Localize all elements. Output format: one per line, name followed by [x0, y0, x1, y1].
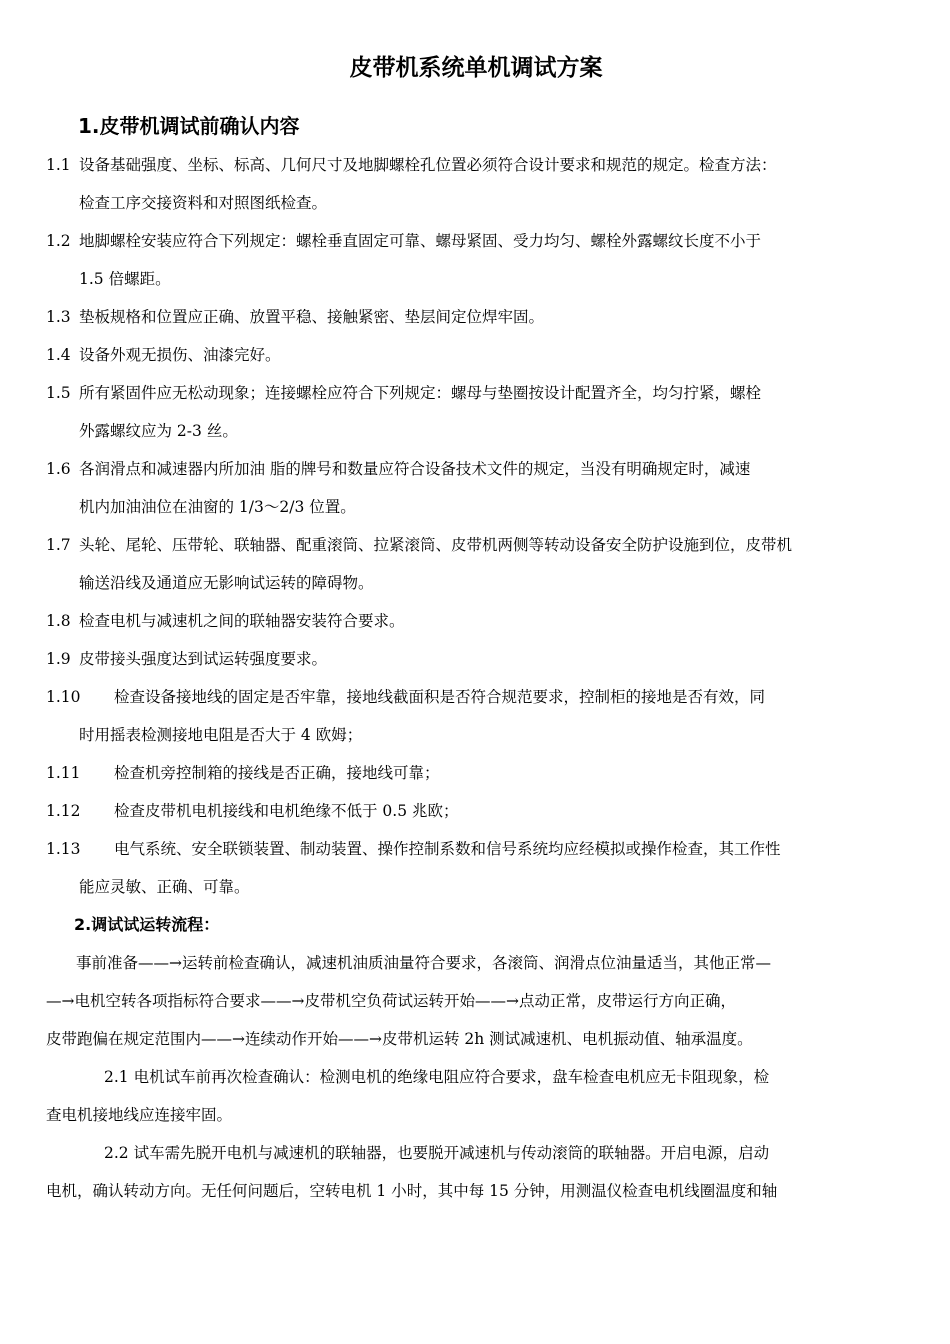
item-number: 1.12 — [46, 802, 81, 820]
item-number: 1.4 — [46, 346, 71, 364]
list-item — [46, 222, 906, 298]
item-number: 1.3 — [46, 308, 71, 326]
item-text: 地脚螺栓安装应符合下列规定：螺栓垂直固定可靠、螺母紧固、受力均匀、螺栓外露螺纹长度不小于 — [79, 232, 762, 250]
item-number: 1.9 — [46, 650, 71, 668]
flow-line: 事前准备——→运转前检查确认，减速机油质油量符合要求，各滚筒、润滑点位油量适当，其他正常— — [76, 954, 771, 972]
item-number: 1.1 — [46, 156, 71, 174]
item-text: 设备基础强度、坐标、标高、几何尺寸及地脚螺栓孔位置必须符合设计要求和规范的规定。检查方法： — [79, 156, 777, 174]
item-text-cont: 外露螺纹应为 2-3 丝。 — [79, 422, 238, 440]
list-item — [46, 754, 906, 792]
list-item — [46, 678, 906, 754]
item-number: 1.2 — [46, 232, 71, 250]
list-item — [46, 830, 906, 906]
section1-heading: 1.皮带机调试前确认内容 — [78, 114, 300, 138]
paragraph-2-1 — [46, 1058, 906, 1134]
paragraph-line: 2.2 试车需先脱开电机与减速机的联轴器，也要脱开减速机与传动滚筒的联轴器。开启电源，启动 — [104, 1144, 770, 1162]
item-text-cont: 能应灵敏、正确、可靠。 — [79, 878, 250, 896]
item-number: 1.7 — [46, 536, 71, 554]
paragraph-line: 查电机接地线应连接牢固。 — [46, 1106, 233, 1124]
item-number: 1.13 — [46, 840, 81, 858]
item-text: 头轮、尾轮、压带轮、联轴器、配重滚筒、拉紧滚筒、皮带机两侧等转动设备安全防护设施到位，皮带机 — [79, 536, 793, 554]
item-text-cont: 1.5 倍螺距。 — [79, 270, 171, 288]
list-item — [46, 336, 906, 374]
flow-line: 皮带跑偏在规定范围内——→连续动作开始——→皮带机运转 2h 测试减速机、电机振动值、轴承温度。 — [46, 1030, 753, 1048]
item-text: 检查设备接地线的固定是否牢靠，接地线截面积是否符合规范要求，控制柜的接地是否有效，同 — [114, 688, 766, 706]
item-text: 检查机旁控制箱的接线是否正确，接地线可靠； — [114, 764, 440, 782]
item-text: 检查电机与减速机之间的联轴器安装符合要求。 — [79, 612, 405, 630]
item-text: 电气系统、安全联锁装置、制动装置、操作控制系数和信号系统均应经模拟或操作检查，其工作性 — [114, 840, 781, 858]
list-item — [46, 450, 906, 526]
list-item — [46, 374, 906, 450]
item-text: 所有紧固件应无松动现象；连接螺栓应符合下列规定：螺母与垫圈按设计配置齐全，均匀拧紧，螺栓 — [79, 384, 762, 402]
list-item — [46, 602, 906, 640]
item-text: 检查皮带机电机接线和电机绝缘不低于 0.5 兆欧； — [114, 802, 459, 820]
list-item — [46, 526, 906, 602]
item-text: 皮带接头强度达到试运转强度要求。 — [79, 650, 328, 668]
item-text-cont: 输送沿线及通道应无影响试运转的障碍物。 — [79, 574, 374, 592]
list-item — [46, 146, 906, 222]
list-item — [46, 298, 906, 336]
item-text: 各润滑点和减速器内所加油 脂的牌号和数量应符合设备技术文件的规定，当没有明确规定时，减速 — [79, 460, 751, 478]
flow-line: —→电机空转各项指标符合要求——→皮带机空负荷试运转开始——→点动正常，皮带运行方向正确， — [46, 992, 736, 1010]
item-text-cont: 机内加油油位在油窗的 1/3～2/3 位置。 — [79, 498, 356, 516]
flow-paragraph — [46, 944, 906, 1058]
list-item — [46, 640, 906, 678]
paragraph-line: 电机，确认转动方向。无任何问题后，空转电机 1 小时，其中每 15 分钟，用测温仪检查电机线圈温度和轴 — [46, 1182, 778, 1200]
item-number: 1.11 — [46, 764, 81, 782]
item-number: 1.8 — [46, 612, 71, 630]
paragraph-line: 2.1 电机试车前再次检查确认：检测电机的绝缘电阻应符合要求，盘车检查电机应无卡阻现象，检 — [104, 1068, 770, 1086]
list-item — [46, 792, 906, 830]
section1-items — [46, 146, 906, 906]
item-text: 垫板规格和位置应正确、放置平稳、接触紧密、垫层间定位焊牢固。 — [79, 308, 545, 326]
item-number: 1.10 — [46, 688, 81, 706]
paragraph-2-2 — [46, 1134, 906, 1210]
item-text-cont: 检查工序交接资料和对照图纸检查。 — [79, 194, 328, 212]
item-number: 1.5 — [46, 384, 71, 402]
item-text: 设备外观无损伤、油漆完好。 — [79, 346, 281, 364]
item-text-cont: 时用摇表检测接地电阻是否大于 4 欧姆； — [79, 726, 363, 744]
item-number: 1.6 — [46, 460, 71, 478]
section2-heading: 2.调试试运转流程： — [74, 915, 220, 934]
document-title: 皮带机系统单机调试方案 — [349, 55, 603, 81]
